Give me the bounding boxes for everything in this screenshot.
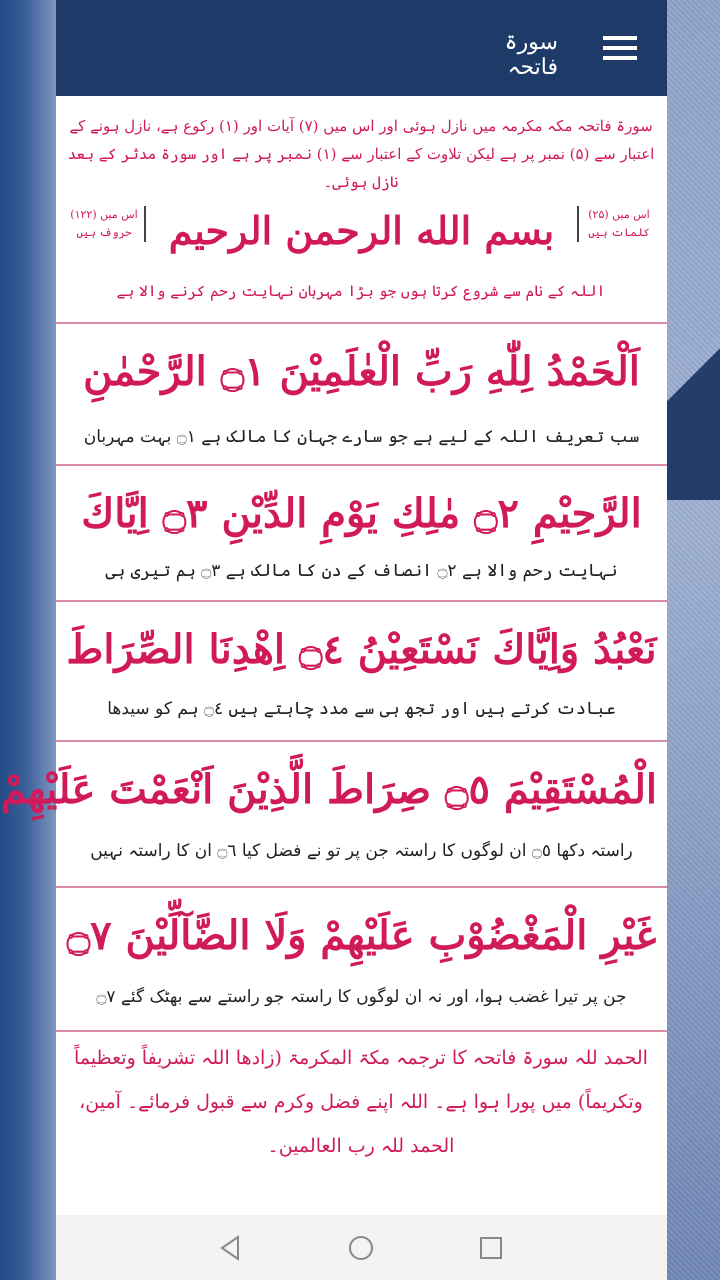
background-fold — [667, 300, 720, 500]
surah-page — [1, 96, 667, 1215]
verse-block-1 — [56, 326, 667, 464]
divider — [56, 1030, 667, 1032]
verse-arabic: نَعْبُدُ وَاِيَّاكَ نَسْتَعِيْنُ ۝٤ اِهْدِنَا الصِّرَاطَ — [66, 626, 657, 673]
verse-urdu: جن پر تیرا غضب ہوا، اور نہ ان لوگوں کا راستہ جو راستے سے بھٹک گئے ۝٧ — [96, 987, 627, 1007]
verse-block-2 — [56, 468, 667, 598]
verse-urdu: راستہ دکھا ۝٥ ان لوگوں کا راستہ جن پر تو نے فضل کیا ۝٦ ان کا راستہ نہیں — [90, 841, 633, 861]
system-nav-bar — [56, 1215, 667, 1280]
verse-block-3 — [56, 604, 667, 738]
divider — [56, 886, 667, 888]
nav-recent-apps-icon[interactable] — [476, 1233, 506, 1263]
verse-block-5 — [56, 890, 667, 1026]
verse-urdu: سب تعریف اللہ کے لیے ہے جو سارے جہان کا مالک ہے ۝١ بہت مہربان — [83, 427, 640, 447]
letter-count-info: اس میں (۱۲۲) حروف ہیں — [64, 206, 146, 242]
verse-block-4 — [1, 744, 667, 884]
divider — [56, 600, 667, 602]
verse-arabic: الرَّحِيْمِ ۝٢ مٰلِكِ يَوْمِ الدِّيْنِ ۝٣ اِيَّاكَ — [81, 490, 642, 537]
background-right — [667, 0, 720, 1280]
verse-urdu: عبادت کرتے ہیں اور تجھ ہی سے مدد چاہتے ہیں ۝٤ ہم کو سیدھا — [107, 699, 616, 719]
hamburger-menu-icon[interactable] — [600, 36, 640, 60]
word-count-info: اس میں (۲۵) کلمات ہیں — [577, 206, 659, 242]
divider — [56, 464, 667, 466]
app-header — [56, 0, 667, 96]
background-left — [0, 0, 56, 1280]
bismillah-row — [64, 200, 659, 270]
page-title: سورۃ فاتحہ — [504, 30, 558, 80]
verse-arabic: اَلْحَمْدُ لِلّٰهِ رَبِّ الْعٰلَمِيْنَ ۝١ الرَّحْمٰنِ — [83, 348, 640, 395]
bismillah-arabic: بسم الله الرحمن الرحيم — [168, 208, 555, 253]
verse-arabic: غَيْرِ الْمَغْضُوْبِ عَلَيْهِمْ وَلَا الضَّآلِّيْنَ ۝٧ — [66, 912, 657, 959]
divider — [56, 740, 667, 742]
divider — [56, 322, 667, 324]
nav-back-icon[interactable] — [216, 1233, 246, 1263]
bismillah-translation: اللہ کے نام سے شروع کرتا ہوں جو بڑا مہربان نہایت رحم کرنے والا ہے — [116, 282, 606, 300]
verse-urdu: نہایت رحم والا ہے ۝٢ انصاف کے دن کا مالک ہے ۝٣ ہم تیری ہی — [105, 561, 618, 581]
surah-intro: سورۃ فاتحہ مکہ مکرمہ میں نازل ہوئی اور اس میں (۷) آیات اور (۱) رکوع ہے، نازل ہونے کے اعتبار سے (۵) نمبر پر ہے لیکن تلاوت کے اعتبار سے (۱) نمبر پر ہے اور سورۃ مدثر کے بعد نازل ہوئی۔ — [67, 117, 655, 191]
closing-note: الحمد للہ سورۃ فاتحہ کا ترجمہ مکۃ المکرمۃ (زادھا اللہ تشریفاً وتعظیماً وتکریماً) میں پورا ہوا ہے۔ اللہ اپنے فضل وکرم سے قبول فرمائے۔ آمین، الحمد للہ رب العالمین۔ — [74, 1047, 648, 1157]
nav-home-icon[interactable] — [346, 1233, 376, 1263]
verse-arabic: الْمُسْتَقِيْمَ ۝٥ صِرَاطَ الَّذِيْنَ اَنْعَمْتَ عَلَيْهِمْ — [1, 766, 657, 813]
